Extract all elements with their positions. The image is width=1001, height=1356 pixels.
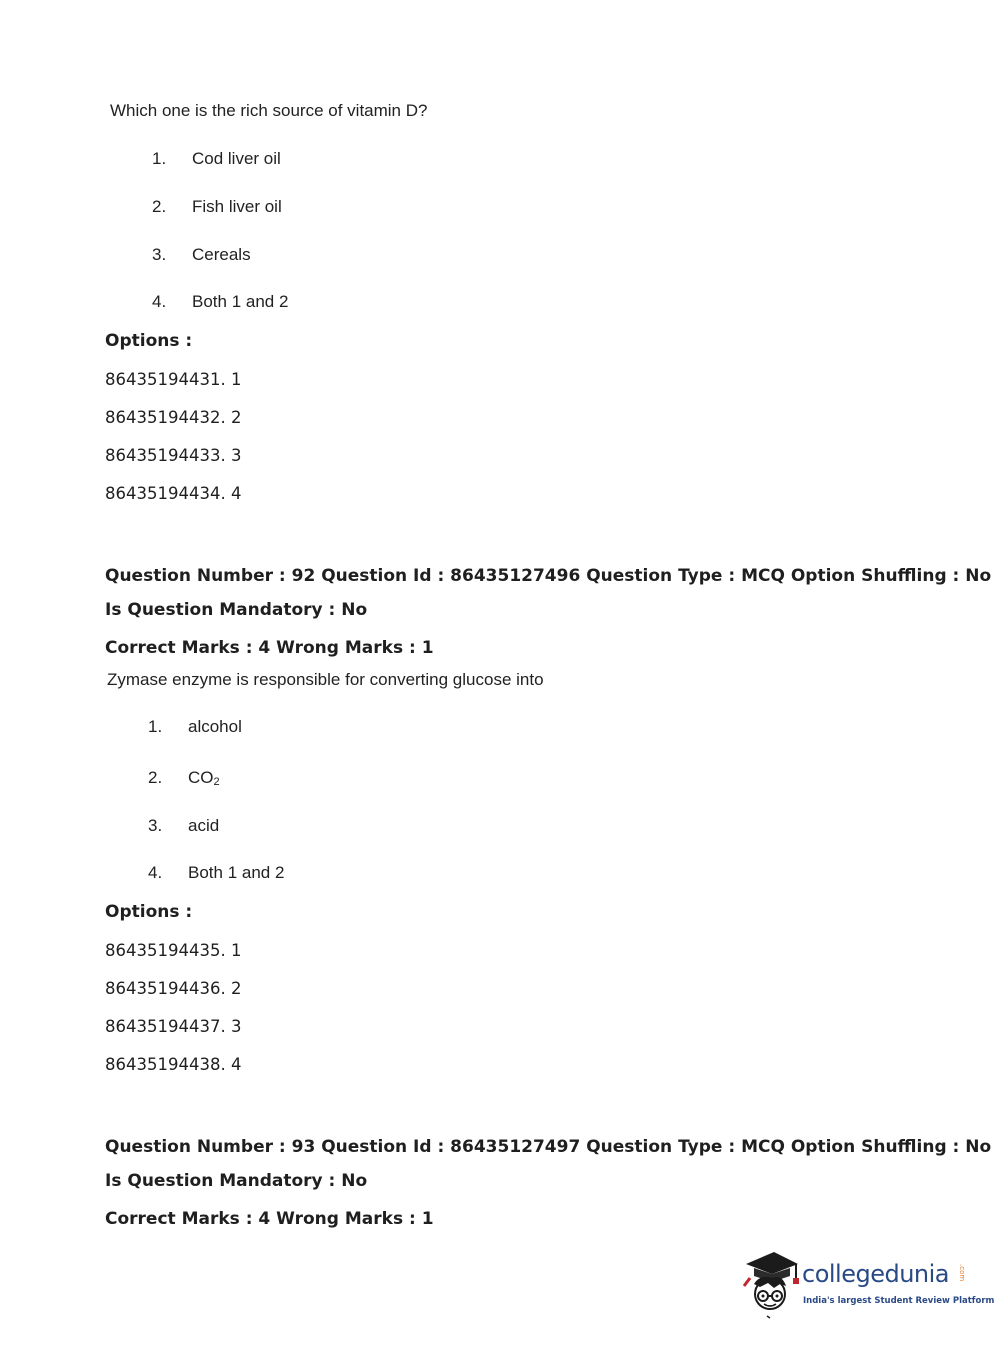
choice-number: 3. [152, 245, 167, 264]
choice-label: Both 1 and 2 [192, 292, 289, 311]
choice-label-subscript: 2 [213, 776, 220, 788]
choice-label: alcohol [188, 717, 242, 736]
option-id-line: 86435194431. 1 [105, 370, 242, 389]
option-id-line: 86435194434. 4 [105, 484, 242, 503]
question-marks: Correct Marks : 4 Wrong Marks : 1 [105, 1209, 434, 1229]
question-header: Question Number : 93 Question Id : 86435127497 Question Type : MCQ Option Shuffling : No [105, 1137, 992, 1157]
option-id-line: 86435194435. 1 [105, 941, 242, 960]
choice-item [148, 816, 219, 836]
choice-label-main: CO [188, 768, 214, 787]
options-heading: Options : [105, 331, 193, 351]
question-text: Zymase enzyme is responsible for converting glucose into [107, 670, 544, 689]
choice-label: Cereals [192, 245, 251, 264]
logo-wordmark: collegedunia [802, 1260, 950, 1288]
choice-label [188, 768, 220, 788]
logo-suffix: .com [958, 1264, 966, 1282]
option-id-line: 86435194437. 3 [105, 1017, 242, 1036]
choice-item [152, 292, 288, 312]
option-id-line: 86435194432. 2 [105, 408, 242, 427]
question-header: Question Number : 92 Question Id : 86435127496 Question Type : MCQ Option Shuffling : No [105, 566, 992, 586]
option-id-line: 86435194438. 4 [105, 1055, 242, 1074]
choice-item [148, 768, 220, 788]
option-id-line: 86435194436. 2 [105, 979, 242, 998]
question-text: Which one is the rich source of vitamin D? [110, 101, 428, 120]
choice-label: Cod liver oil [192, 149, 281, 168]
choice-item [152, 197, 282, 217]
choice-item [152, 245, 251, 265]
choice-number: 1. [148, 717, 163, 736]
choice-label: Both 1 and 2 [188, 863, 285, 882]
collegedunia-logo[interactable] [740, 1250, 995, 1320]
choice-number: 3. [148, 816, 163, 835]
choice-label: Fish liver oil [192, 197, 282, 216]
choice-label: acid [188, 816, 220, 835]
question-marks: Correct Marks : 4 Wrong Marks : 1 [105, 638, 434, 658]
mascot-icon [740, 1250, 802, 1320]
choice-number: 2. [152, 197, 167, 216]
options-heading: Options : [105, 902, 193, 922]
choice-item [148, 863, 284, 883]
choice-number: 1. [152, 149, 167, 168]
choice-item [152, 149, 281, 169]
logo-tagline: India's largest Student Review Platform [803, 1296, 995, 1306]
option-id-line: 86435194433. 3 [105, 446, 242, 465]
choice-number: 4. [152, 292, 167, 311]
question-mandatory: Is Question Mandatory : No [105, 600, 368, 620]
question-mandatory: Is Question Mandatory : No [105, 1171, 368, 1191]
choice-number: 4. [148, 863, 163, 882]
choice-item [148, 717, 242, 737]
choice-number: 2. [148, 768, 163, 787]
